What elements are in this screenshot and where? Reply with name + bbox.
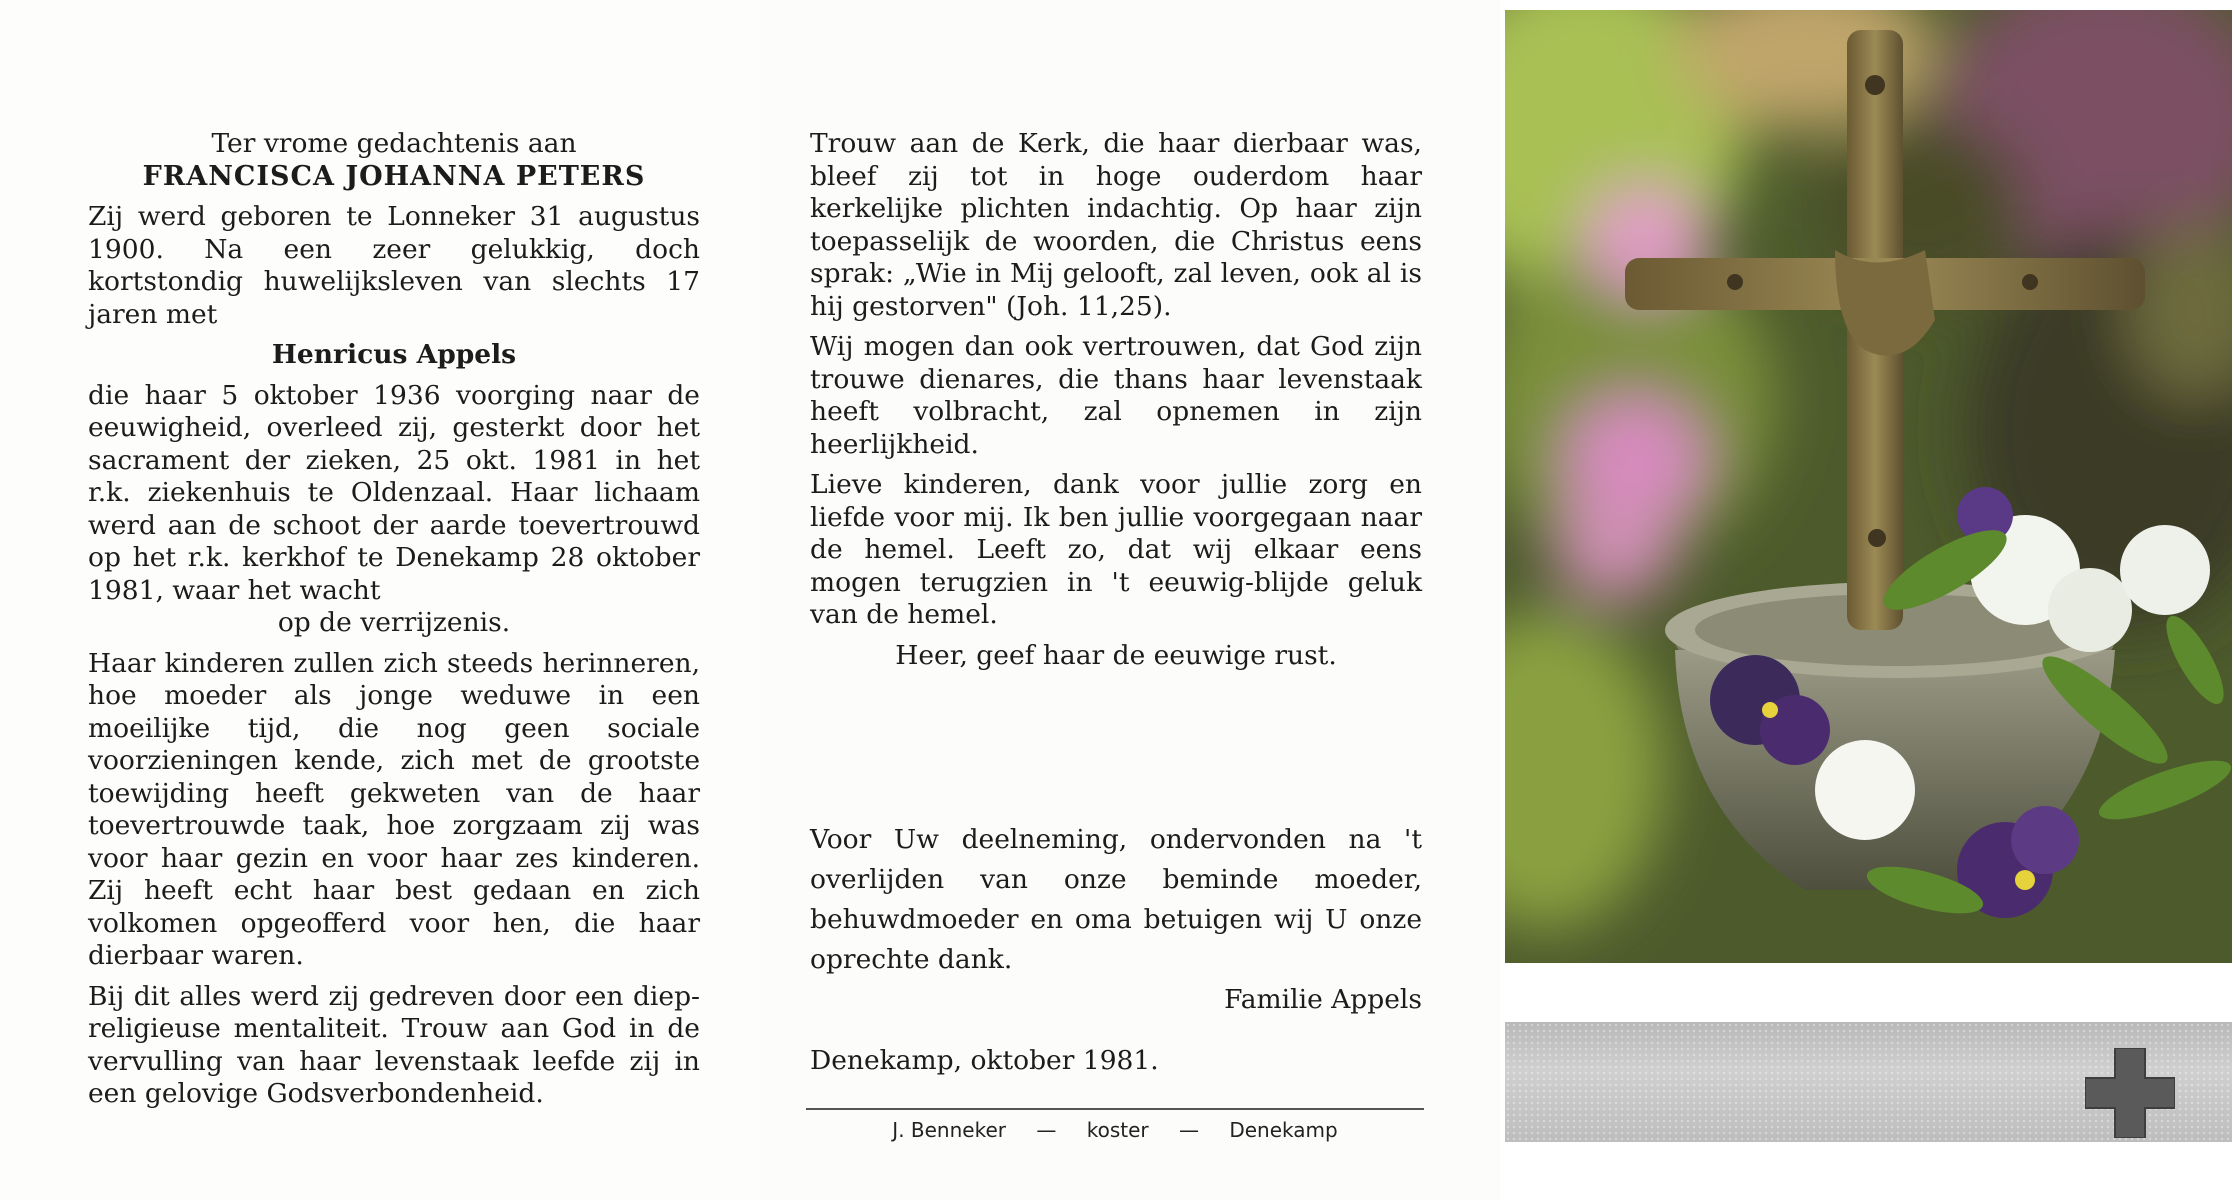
cross-icon	[2085, 1048, 2175, 1138]
left-column-text	[88, 128, 700, 1111]
divider-line	[806, 1108, 1424, 1110]
deceased-name: FRANCISCA JOHANNA PETERS	[142, 160, 646, 192]
thanks-block	[810, 820, 1422, 1020]
husband-name: Henricus Appels	[271, 339, 517, 370]
thanks-paragraph: Voor Uw deelneming, ondervonden na 't overlijden van onze beminde moeder, behuwdmoeder en oma betuigen wij U onze oprechte dank.	[810, 824, 1422, 975]
printer-dash-1: —	[1036, 1118, 1057, 1142]
middle-column-text	[810, 128, 1422, 672]
crucifix-photo	[1505, 10, 2232, 963]
prayer-line: Heer, geef haar de eeuwige rust.	[895, 639, 1337, 671]
printer-place: Denekamp	[1229, 1118, 1338, 1142]
trust-paragraph: Wij mogen dan ook vertrouwen, dat God zijn trouwe dienares, die thans haar levenstaak heeft volbracht, zal opnemen in zijn heerlijkheid.	[810, 331, 1422, 460]
children-paragraph: Haar kinderen zullen zich steeds herinneren, hoe moeder als jonge weduwe in een moeilijke tijd, die nog geen sociale voorzieningen kende, zich met de grootste toewijding heeft gekweten van de haar toevertrouwde taak, hoe zorgzaam zij was voor haar gezin en voor haar zes kinderen. Zij heeft echt haar best gedaan en zich volkomen opgeofferd voor hen, die haar dierbaar waren.	[88, 647, 700, 971]
religion-paragraph: Bij dit alles werd zij gedreven door een diep-religieuse mentaliteit. Trouw aan God in de vervulling van haar levenstaak leefde zij in een gelovige Godsverbondenheid.	[88, 980, 700, 1109]
church-paragraph: Trouw aan de Kerk, die haar dierbaar was, bleef zij tot in hoge ouderdom haar kerkelijke plichten indachtig. Op haar zijn toepasselijk de woorden, die Christus eens sprak: „Wie in Mij gelooft, zal leven, ook al is hij gestorven" (Joh. 11,25).	[810, 128, 1422, 322]
intro-line: Ter vrome gedachtenis aan	[211, 128, 577, 159]
death-paragraph-end: op de verrijzenis.	[277, 607, 511, 638]
farewell-paragraph: Lieve kinderen, dank voor jullie zorg en liefde voor mij. Ik ben jullie voorgegaan naar de hemel. Leeft zo, dat wij elkaar eens mogen terugzien in 't eeuwig-blijde geluk van de hemel.	[810, 469, 1422, 630]
printer-credit	[806, 1118, 1424, 1142]
family-signature: Familie Appels	[1224, 984, 1422, 1015]
printer-dash-2: —	[1178, 1118, 1199, 1142]
death-paragraph: die haar 5 oktober 1936 voorging naar de eeuwigheid, overleed zij, gesterkt door het sacrament der zieken, 25 okt. 1981 in het r.k. ziekenhuis te Oldenzaal. Haar lichaam werd aan de schoot der aarde toevertrouwd op het r.k. kerkhof te Denekamp 28 oktober 1981, waar het wacht	[88, 379, 700, 606]
birth-paragraph: Zij werd geboren te Lonneker 31 augustus 1900. Na een zeer gelukkig, doch kortstondig huwelijksleven van slechts 17 jaren met	[88, 201, 700, 330]
printer-role: koster	[1086, 1118, 1149, 1142]
printer-name: J. Benneker	[892, 1118, 1006, 1142]
crucifix-illustration	[1505, 10, 2232, 963]
place-date: Denekamp, oktober 1981.	[810, 1045, 1159, 1076]
